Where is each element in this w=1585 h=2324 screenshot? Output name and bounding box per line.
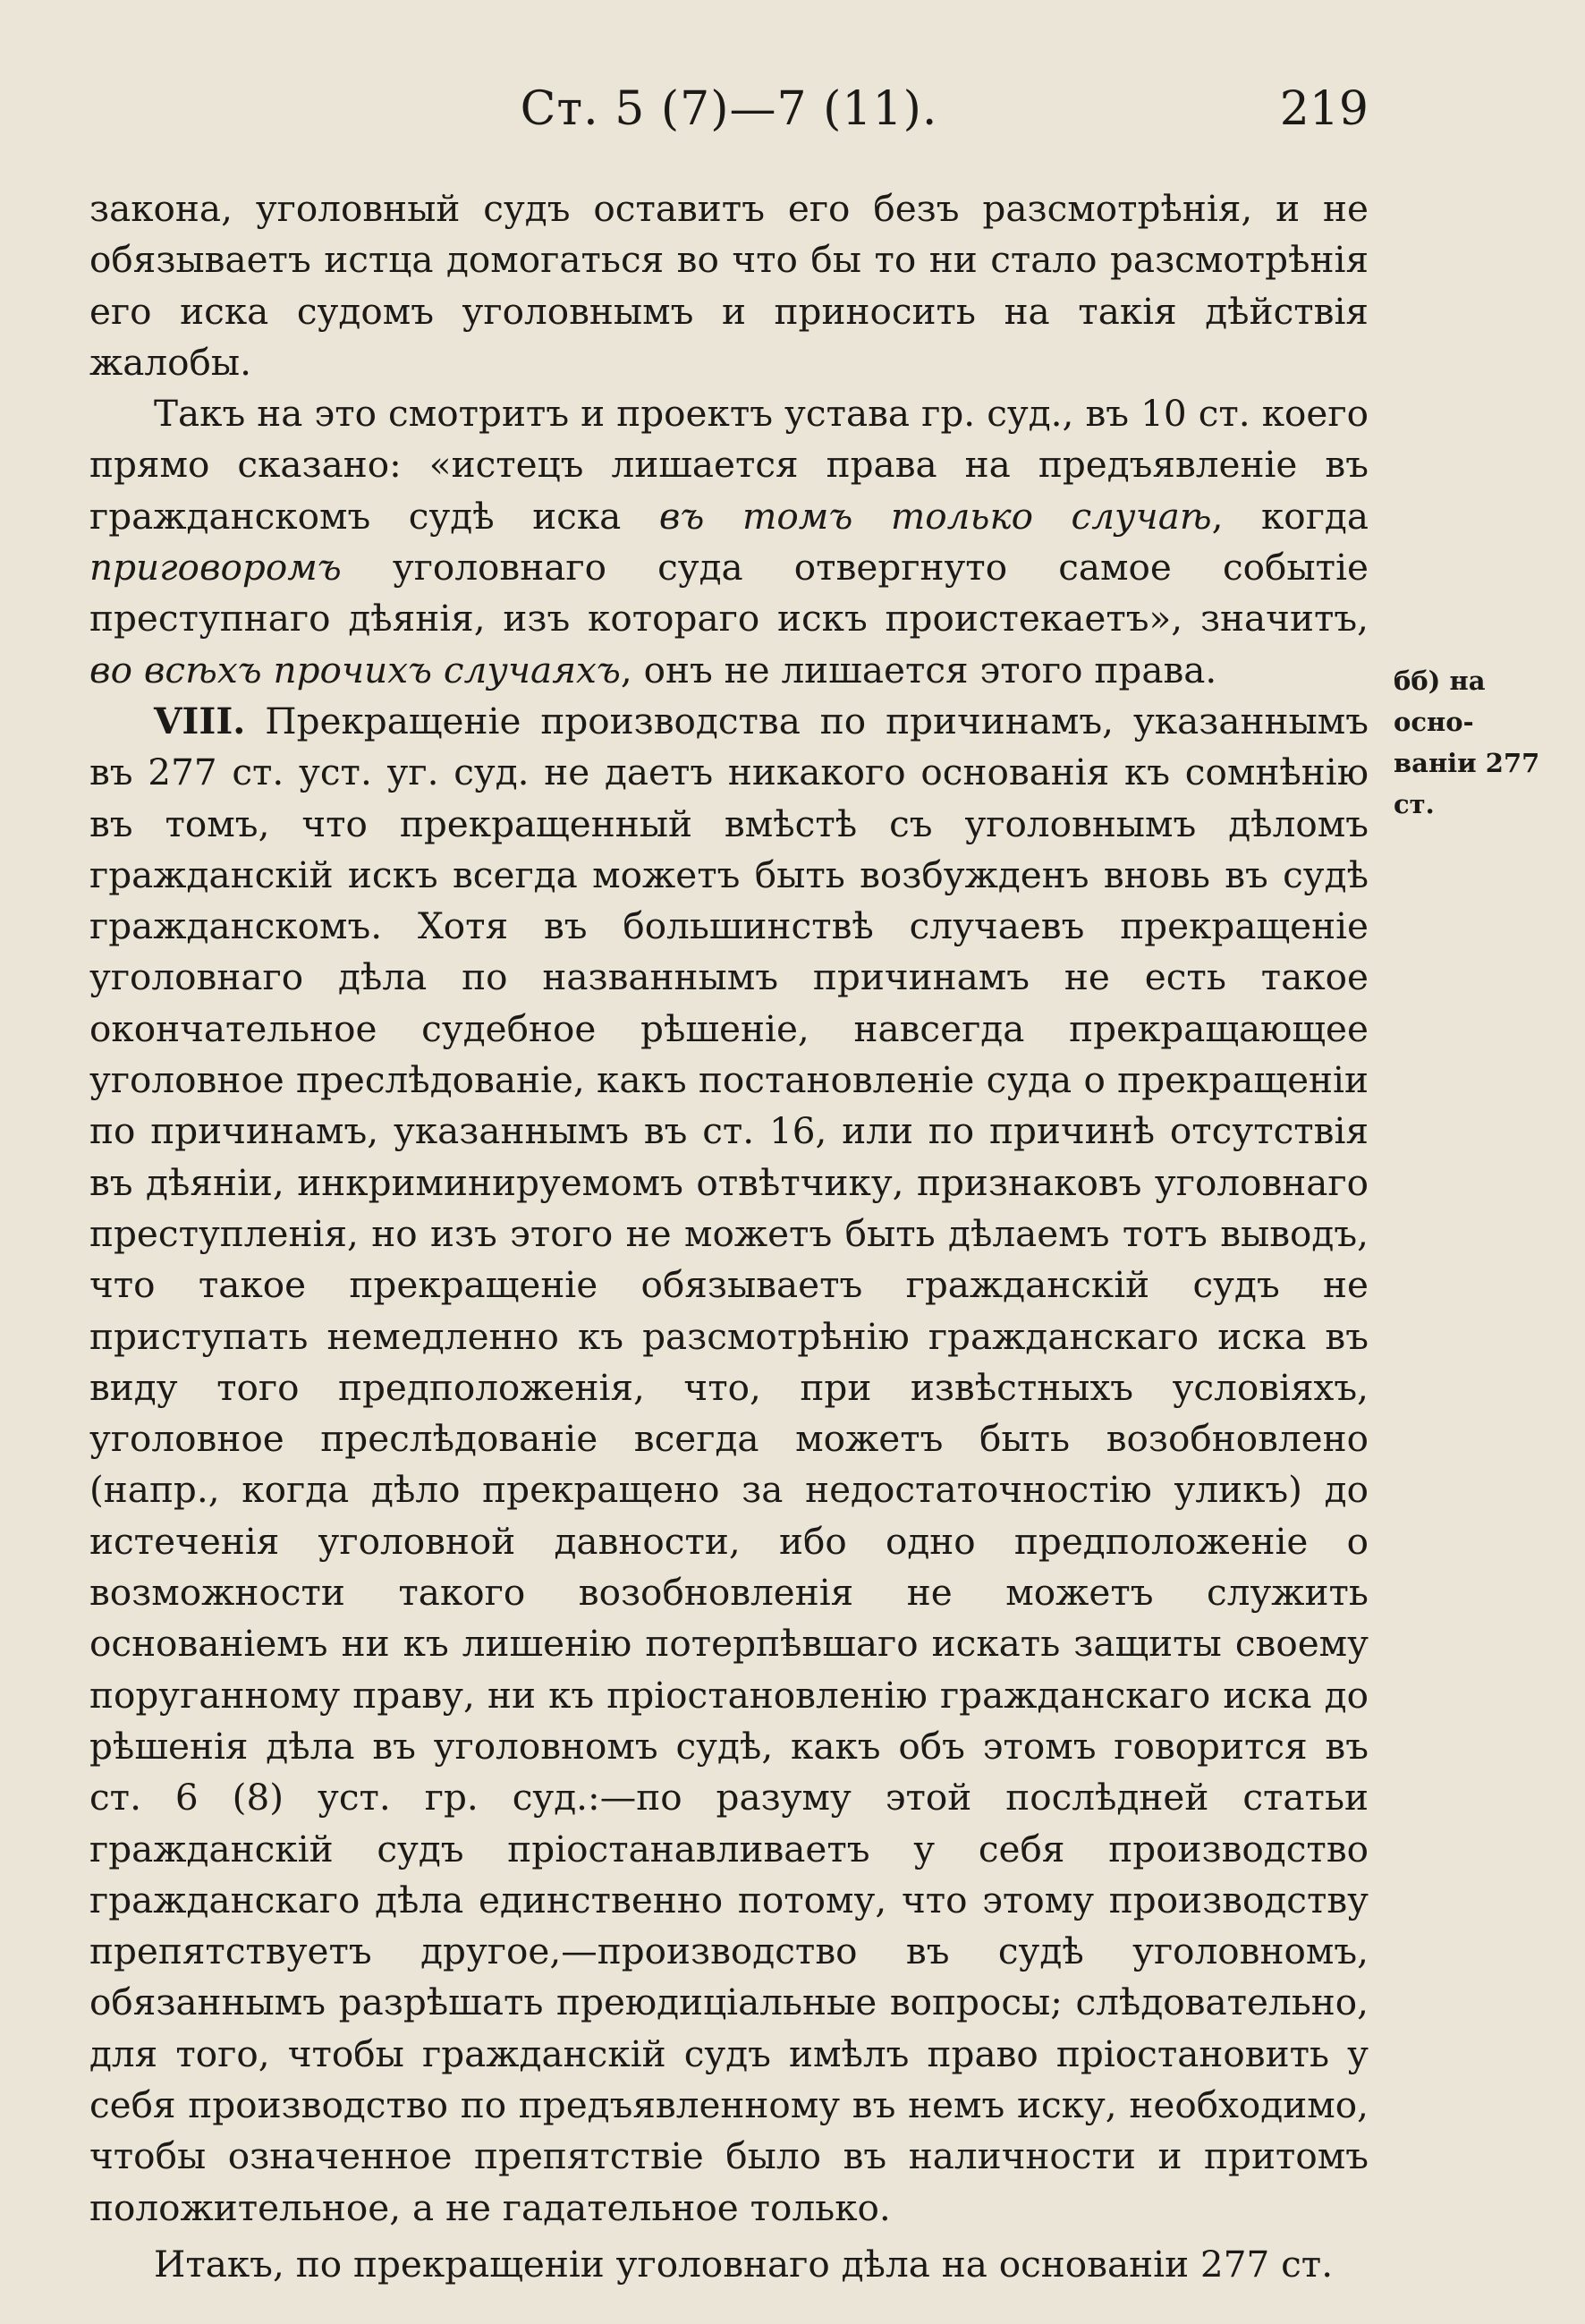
paragraph-3 bbox=[89, 696, 1369, 2234]
paragraph-4: Итакъ, по прекращеніи уголовнаго дѣла на основаніи 277 ст. bbox=[154, 2242, 1334, 2286]
running-title: Ст. 5 (7)—7 (11). bbox=[520, 82, 938, 136]
section-number: VIII. bbox=[154, 699, 246, 742]
margin-note-line-1: бб) на осно- bbox=[1394, 666, 1486, 737]
paragraph-2 bbox=[89, 388, 1369, 696]
paragraph-1: закона, уголовный судъ оставитъ его безъ разсмотрѣнія, и не обязываетъ истца домогаться во что бы то ни стало разсмотрѣнія его иска судомъ уголовнымъ и приносить на такія дѣйствія жалобы. bbox=[89, 187, 1369, 384]
paragraph-2-text-1: Такъ на это смотритъ и проектъ устава гр. суд., въ 10 ст. коего прямо сказано: «истецъ лишается права на предъявленіе въ гражданскомъ судѣ иска bbox=[89, 392, 1369, 538]
paragraph-3-text: Прекращеніе производства по причинамъ, указаннымъ въ 277 ст. уст. уг. суд. не даетъ никакого основанія къ сомнѣнію въ томъ, что прекращенный вмѣстѣ съ уголовнымъ дѣломъ гражданскій искъ всегда можетъ быть возбужденъ вновь въ судѣ гражданскомъ. Хотя въ большинствѣ случаевъ прекращеніе уголовнаго дѣла по названнымъ причинамъ не есть такое окончательное судебное рѣшеніе, навсегда прекращающее уголовное преслѣдованіе, какъ постановленіе суда о прекращеніи по причинамъ, указаннымъ въ ст. 16, или по причинѣ отсутствія въ дѣяніи, инкриминируемомъ отвѣтчику, признаковъ уголовнаго преступленія, но изъ этого не можетъ быть дѣлаемъ тотъ выводъ, что такое прекращеніе обязываетъ гражданскій судъ не приступать немедленно къ разсмотрѣнію гражданскаго иска въ виду того предположенія, что, при извѣстныхъ условіяхъ, уголовное преслѣдованіе всегда можетъ быть возобновлено (напр., когда дѣло прекращено за недостаточностію уликъ) до истеченія уголовной давности, ибо одно предположеніе о возможности такого возобновленія не можетъ служить основаніемъ ни къ лишенію потерпѣвшаго искать защиты своему поруганному праву, ни къ пріостановленію гражданскаго иска до рѣшенія дѣла въ уголовномъ судѣ, какъ объ этомъ говорится въ ст. 6 (8) уст. гр. суд.:—по разуму этой послѣдней статьи гражданскій судъ пріостанавливаетъ у себя производство гражданскаго дѣла единственно потому, что этому производству препятствуетъ другое,—производство въ судѣ уголовномъ, обязаннымъ разрѣшать преюдиціальные вопросы; слѣдовательно, для того, чтобы гражданскій судъ имѣлъ право пріостановить у себя производство по предъявленному въ немъ иску, необходимо, чтобы означенное препятствіе было въ наличности и притомъ положительное, а не гадательное только. bbox=[89, 699, 1369, 2229]
page-number: 219 bbox=[1279, 82, 1369, 136]
paragraph-2-text-3: уголовнаго суда отвергнуто самое событіе преступнаго дѣянія, изъ котораго искъ проистекаетъ», значитъ, bbox=[89, 546, 1369, 640]
paragraph-2-italic-1: въ томъ только случаѣ bbox=[658, 494, 1212, 538]
paragraph-2-italic-2: приговоромъ bbox=[89, 546, 342, 589]
margin-note bbox=[1394, 660, 1572, 825]
page-header bbox=[89, 82, 1369, 154]
paragraph-2-italic-3: во всѣхъ прочихъ случаяхъ bbox=[89, 648, 621, 691]
margin-note-line-2: ваніи 277 ст. bbox=[1394, 748, 1540, 819]
body-text bbox=[89, 183, 1369, 2290]
paragraph-2-text-2: , когда bbox=[1211, 494, 1369, 538]
paragraph-2-text-4: , онъ не лишается этого права. bbox=[620, 648, 1217, 691]
